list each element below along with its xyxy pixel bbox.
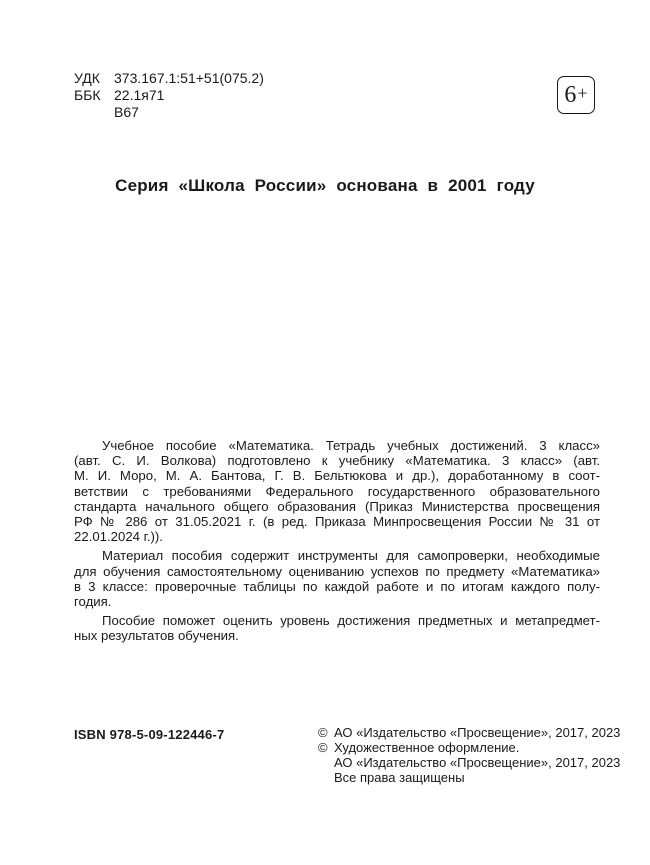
text-line: ветствии с требованиями Федерального государственного образовательного [74,483,600,499]
age-rating-plus: + [577,83,588,103]
text-line: РФ № 286 от 31.05.2021 г. (в ред. Приказа Минпросвещения России № 31 от [74,514,600,530]
copyright-line: Художественное оформление. [334,740,520,755]
copyright-icon: © [318,740,328,755]
text-line: для обучения самостоятельному оцениванию успехов по предмету «Математика» [74,563,600,579]
udk-row [74,70,264,87]
author-mark-row [74,104,264,121]
bbk-row [74,87,264,104]
annotation-paragraph-2 [74,548,600,609]
bbk-label: ББК [74,87,101,103]
age-rating-badge [557,76,595,114]
author-mark: В67 [114,104,139,120]
isbn: ISBN 978-5-09-122446-7 [74,727,225,742]
text-line: Материал пособия содержит инструменты для самопроверки, необходимые [102,548,600,564]
text-line: (авт. С. И. Волкова) подготовлено к учебнику «Математика. 3 класс» (авт. [74,453,600,469]
series-title: Серия «Школа России» основана в 2001 году [115,176,535,195]
text-line: стандарта начального общего образования (Приказ Министерства просвещения [74,498,600,514]
text-line: в 3 классе: проверочные таблицы по каждой работе и по итогам каждого полу- [74,578,600,594]
copyright-line: АО «Издательство «Просвещение», 2017, 2023 [334,755,621,770]
text-line: Пособие поможет оценить уровень достижения предметных и метапредмет- [102,613,600,629]
udk-label: УДК [74,70,100,86]
copyright-icon: © [318,725,328,740]
catalog-codes [74,70,264,121]
bbk-value: 22.1я71 [114,87,165,103]
text-line: Учебное пособие «Математика. Тетрадь учебных достижений. 3 класс» [102,438,600,453]
age-rating-number: 6 [564,82,577,108]
annotation-paragraph-3 [74,613,600,643]
annotation-paragraph-1 [74,438,600,544]
text-line: 22.01.2024 г.)). [74,529,163,545]
text-line: ных результатов обучения. [74,628,239,644]
annotation [74,438,600,648]
copyright-block [318,725,621,785]
copyright-line: АО «Издательство «Просвещение», 2017, 2023 [334,725,621,740]
text-line: М. И. Моро, М. А. Бантова, Г. В. Бельтюкова и др.), доработанному в соот- [74,468,600,484]
udk-value: 373.167.1:51+51(075.2) [114,70,264,86]
rights-reserved: Все права защищены [334,770,465,785]
text-line: годия. [74,594,112,610]
